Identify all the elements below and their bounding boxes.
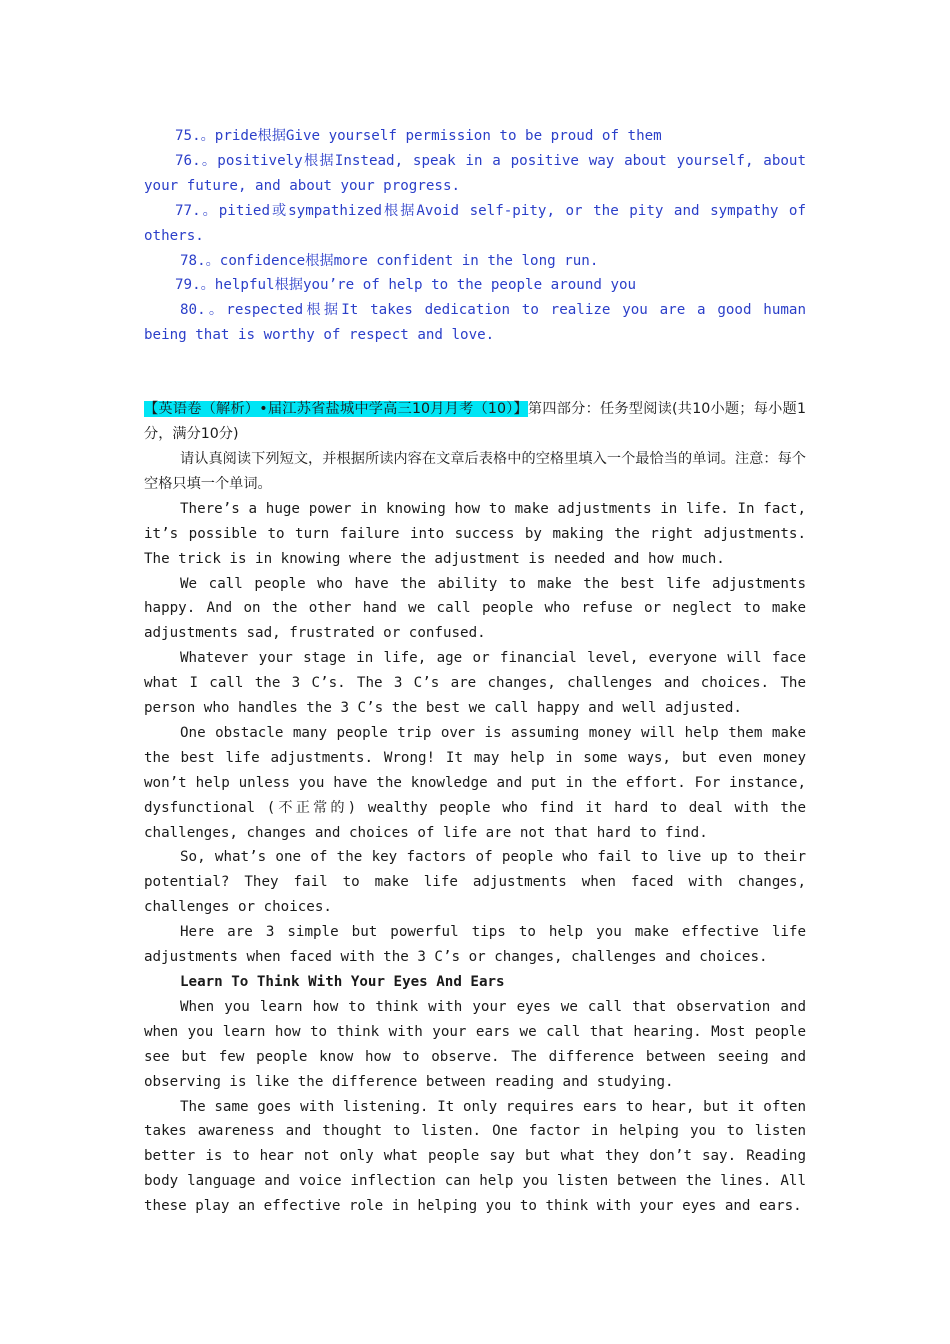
answer-79: 79.。helpful根据you’re of help to the people around you bbox=[175, 277, 637, 294]
instructions: 请认真阅读下列短文，并根据所读内容在文章后表格中的空格里填入一个最恰当的单词。注意：每个空格只填一个单词。 bbox=[144, 450, 806, 492]
section-header-text: 第四部分：任务型阅读(共10小题；每小题1分，满分10分) bbox=[144, 401, 806, 443]
source-highlight: 【英语卷（解析）•届江苏省盐城中学高三10月月考（10）】 bbox=[144, 401, 528, 418]
answer-76: 76.。positively根据Instead, speak in a positive way about yourself, about your future, and about your progress. bbox=[144, 152, 806, 194]
answer-77: 77.。pitied或sympathized根据Avoid self-pity, or the pity and sympathy of others. bbox=[144, 202, 806, 244]
passage-paragraph-1: There’s a huge power in knowing how to make adjustments in life. In fact, it’s possible to turn failure into success by making the right adjustments. The trick is in knowing where the adjustment is needed and how much. bbox=[144, 500, 806, 567]
passage-paragraph-3: Whatever your stage in life, age or financial level, everyone will face what I call the 3 C’s. The 3 C’s are changes, challenges and choices. The person who handles the 3 C’s the best we call happy and well adjusted. bbox=[144, 650, 806, 717]
answer-78: 78.。confidence根据more confident in the long run. bbox=[180, 252, 599, 269]
passage-paragraph-7: When you learn how to think with your eyes we call that observation and when you learn how to think with your ears we call that hearing. Most people see but few people know how to observe. The difference between seeing and observing is like the difference between reading and studying. bbox=[144, 998, 806, 1090]
passage-paragraph-5: So, what’s one of the key factors of people who fail to live up to their potential? They fail to make life adjustments when faced with changes, challenges or choices. bbox=[144, 849, 806, 916]
answer-80: 80.。respected根据It takes dedication to realize you are a good human being that is worthy of respect and love. bbox=[144, 302, 806, 344]
passage-paragraph-8: The same goes with listening. It only requires ears to hear, but it often takes awareness and thought to listen. One factor in helping you to listen better is to hear not only what people say but what they don’t say. Reading body language and voice inflection can help you listen between the lines. All these play an effective role in helping you to think with your eyes and ears. bbox=[144, 1098, 806, 1215]
answer-75: 75.。pride根据Give yourself permission to be proud of them bbox=[175, 128, 662, 144]
document-page bbox=[144, 124, 806, 1219]
passage-paragraph-2: We call people who have the ability to make the best life adjustments happy. And on the other hand we call people who refuse or neglect to make adjustments sad, frustrated or confused. bbox=[144, 575, 806, 642]
section-header bbox=[144, 397, 806, 447]
subheading: Learn To Think With Your Eyes And Ears bbox=[180, 974, 505, 990]
passage-paragraph-4: One obstacle many people trip over is assuming money will help them make the best life adjustments. Wrong! It may help in some ways, but even money won’t help unless you have the knowledge and put in the effort. For instance, dysfunctional (不正常的) wealthy people who find it hard to deal with the challenges, changes and choices of life are not that hard to find. bbox=[144, 724, 806, 841]
section-spacer bbox=[144, 348, 806, 397]
passage-paragraph-6: Here are 3 simple but powerful tips to help you make effective life adjustments when faced with the 3 C’s or changes, challenges and choices. bbox=[144, 924, 806, 966]
